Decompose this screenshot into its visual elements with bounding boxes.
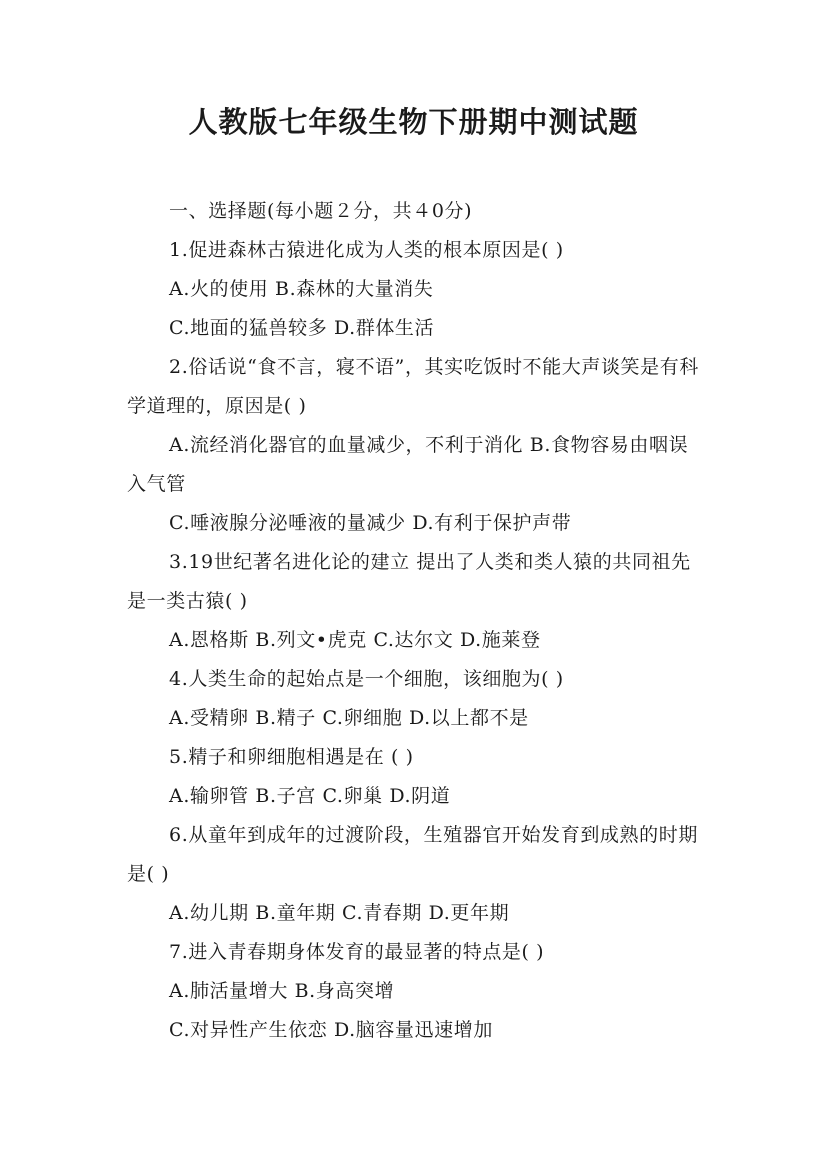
question-4: 4.人类生命的起始点是一个细胞，该细胞为( ) [169,668,564,690]
question-1: 1.促进森林古猿进化成为人类的根本原因是( ) [169,239,564,261]
question-2-options-ab: A.流经消化器官的血量减少，不利于消化 B.食物容易由咽误入气管 [127,434,689,495]
question-7-options-cd: C.对异性产生依恋 D.脑容量迅速增加 [169,1019,493,1041]
question-6-options: A.幼儿期 B.童年期 C.青春期 D.更年期 [169,902,510,924]
question-7-options-ab: A.肺活量增大 B.身高突增 [169,980,395,1002]
question-1-options-cd: C.地面的猛兽较多 D.群体生活 [169,317,435,339]
question-5-options: A.输卵管 B.子宫 C.卵巢 D.阴道 [169,785,451,807]
question-5: 5.精子和卵细胞相遇是在 ( ) [169,746,414,768]
document-title: 人教版七年级生物下册期中测试题 [188,105,639,139]
question-3-options: A.恩格斯 B.列文•虎克 C.达尔文 D.施莱登 [169,629,541,651]
question-1-options-ab: A.火的使用 B.森林的大量消失 [169,278,434,300]
document-body [127,192,707,1050]
section-heading: 一、选择题(每小题２分，共４0分) [169,200,473,222]
question-7: 7.进入青春期身体发育的最显著的特点是( ) [169,941,545,963]
question-2-options-cd: C.唾液腺分泌唾液的量减少 D.有利于保护声带 [169,512,572,534]
question-2: 2.俗话说“食不言，寝不语”，其实吃饭时不能大声谈笑是有科学道理的，原因是( ) [127,356,699,417]
question-3: 3.19世纪著名进化论的建立 提出了人类和类人猿的共同祖先是一类古猿( ) [127,551,691,612]
question-4-options: A.受精卵 B.精子 C.卵细胞 D.以上都不是 [169,707,529,729]
question-6: 6.从童年到成年的过渡阶段，生殖器官开始发育到成熟的时期是( ) [127,824,698,885]
